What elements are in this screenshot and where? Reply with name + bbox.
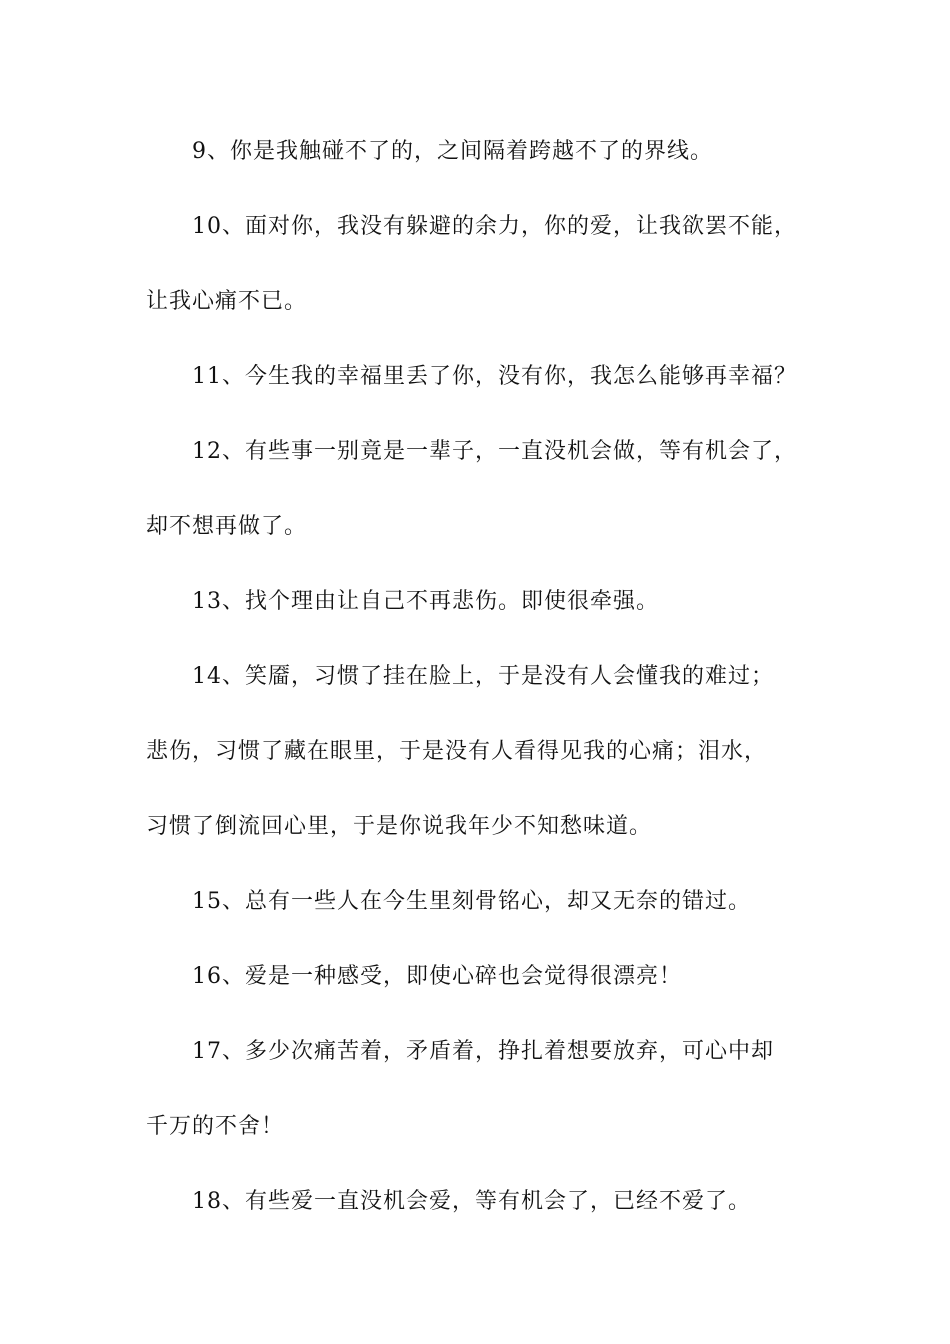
quote-15-line-1: 15、总有一些人在今生里刻骨铭心，却又无奈的错过。 bbox=[192, 889, 751, 914]
quote-16-line-1: 16、爱是一种感受，即使心碎也会觉得很漂亮！ bbox=[192, 964, 682, 989]
quote-18-line-1: 18、有些爱一直没机会爱，等有机会了，已经不爱了。 bbox=[192, 1189, 751, 1214]
quote-12-line-1: 12、有些事一别竟是一辈子，一直没机会做，等有机会了， bbox=[192, 439, 797, 464]
quote-14-line-2: 悲伤，习惯了藏在眼里，于是没有人看得见我的心痛；泪水， bbox=[146, 739, 768, 764]
quote-12-line-2: 却不想再做了。 bbox=[146, 514, 308, 539]
quote-9-line-1: 9、你是我触碰不了的，之间隔着跨越不了的界线。 bbox=[192, 139, 713, 164]
quote-17-line-2: 千万的不舍！ bbox=[146, 1114, 285, 1139]
quote-17-line-1: 17、多少次痛苦着，矛盾着，挣扎着想要放弃，可心中却 bbox=[192, 1039, 774, 1064]
quote-11-line-1: 11、今生我的幸福里丢了你，没有你，我怎么能够再幸福？ bbox=[192, 364, 797, 389]
quote-10-line-2: 让我心痛不已。 bbox=[146, 289, 308, 314]
quote-10-line-1: 10、面对你，我没有躲避的余力，你的爱，让我欲罢不能， bbox=[192, 214, 797, 239]
quote-14-line-3: 习惯了倒流回心里，于是你说我年少不知愁味道。 bbox=[146, 814, 653, 839]
quote-13-line-1: 13、找个理由让自己不再悲伤。即使很牵强。 bbox=[192, 589, 659, 614]
quote-14-line-1: 14、笑靥，习惯了挂在脸上，于是没有人会懂我的难过； bbox=[192, 664, 774, 689]
